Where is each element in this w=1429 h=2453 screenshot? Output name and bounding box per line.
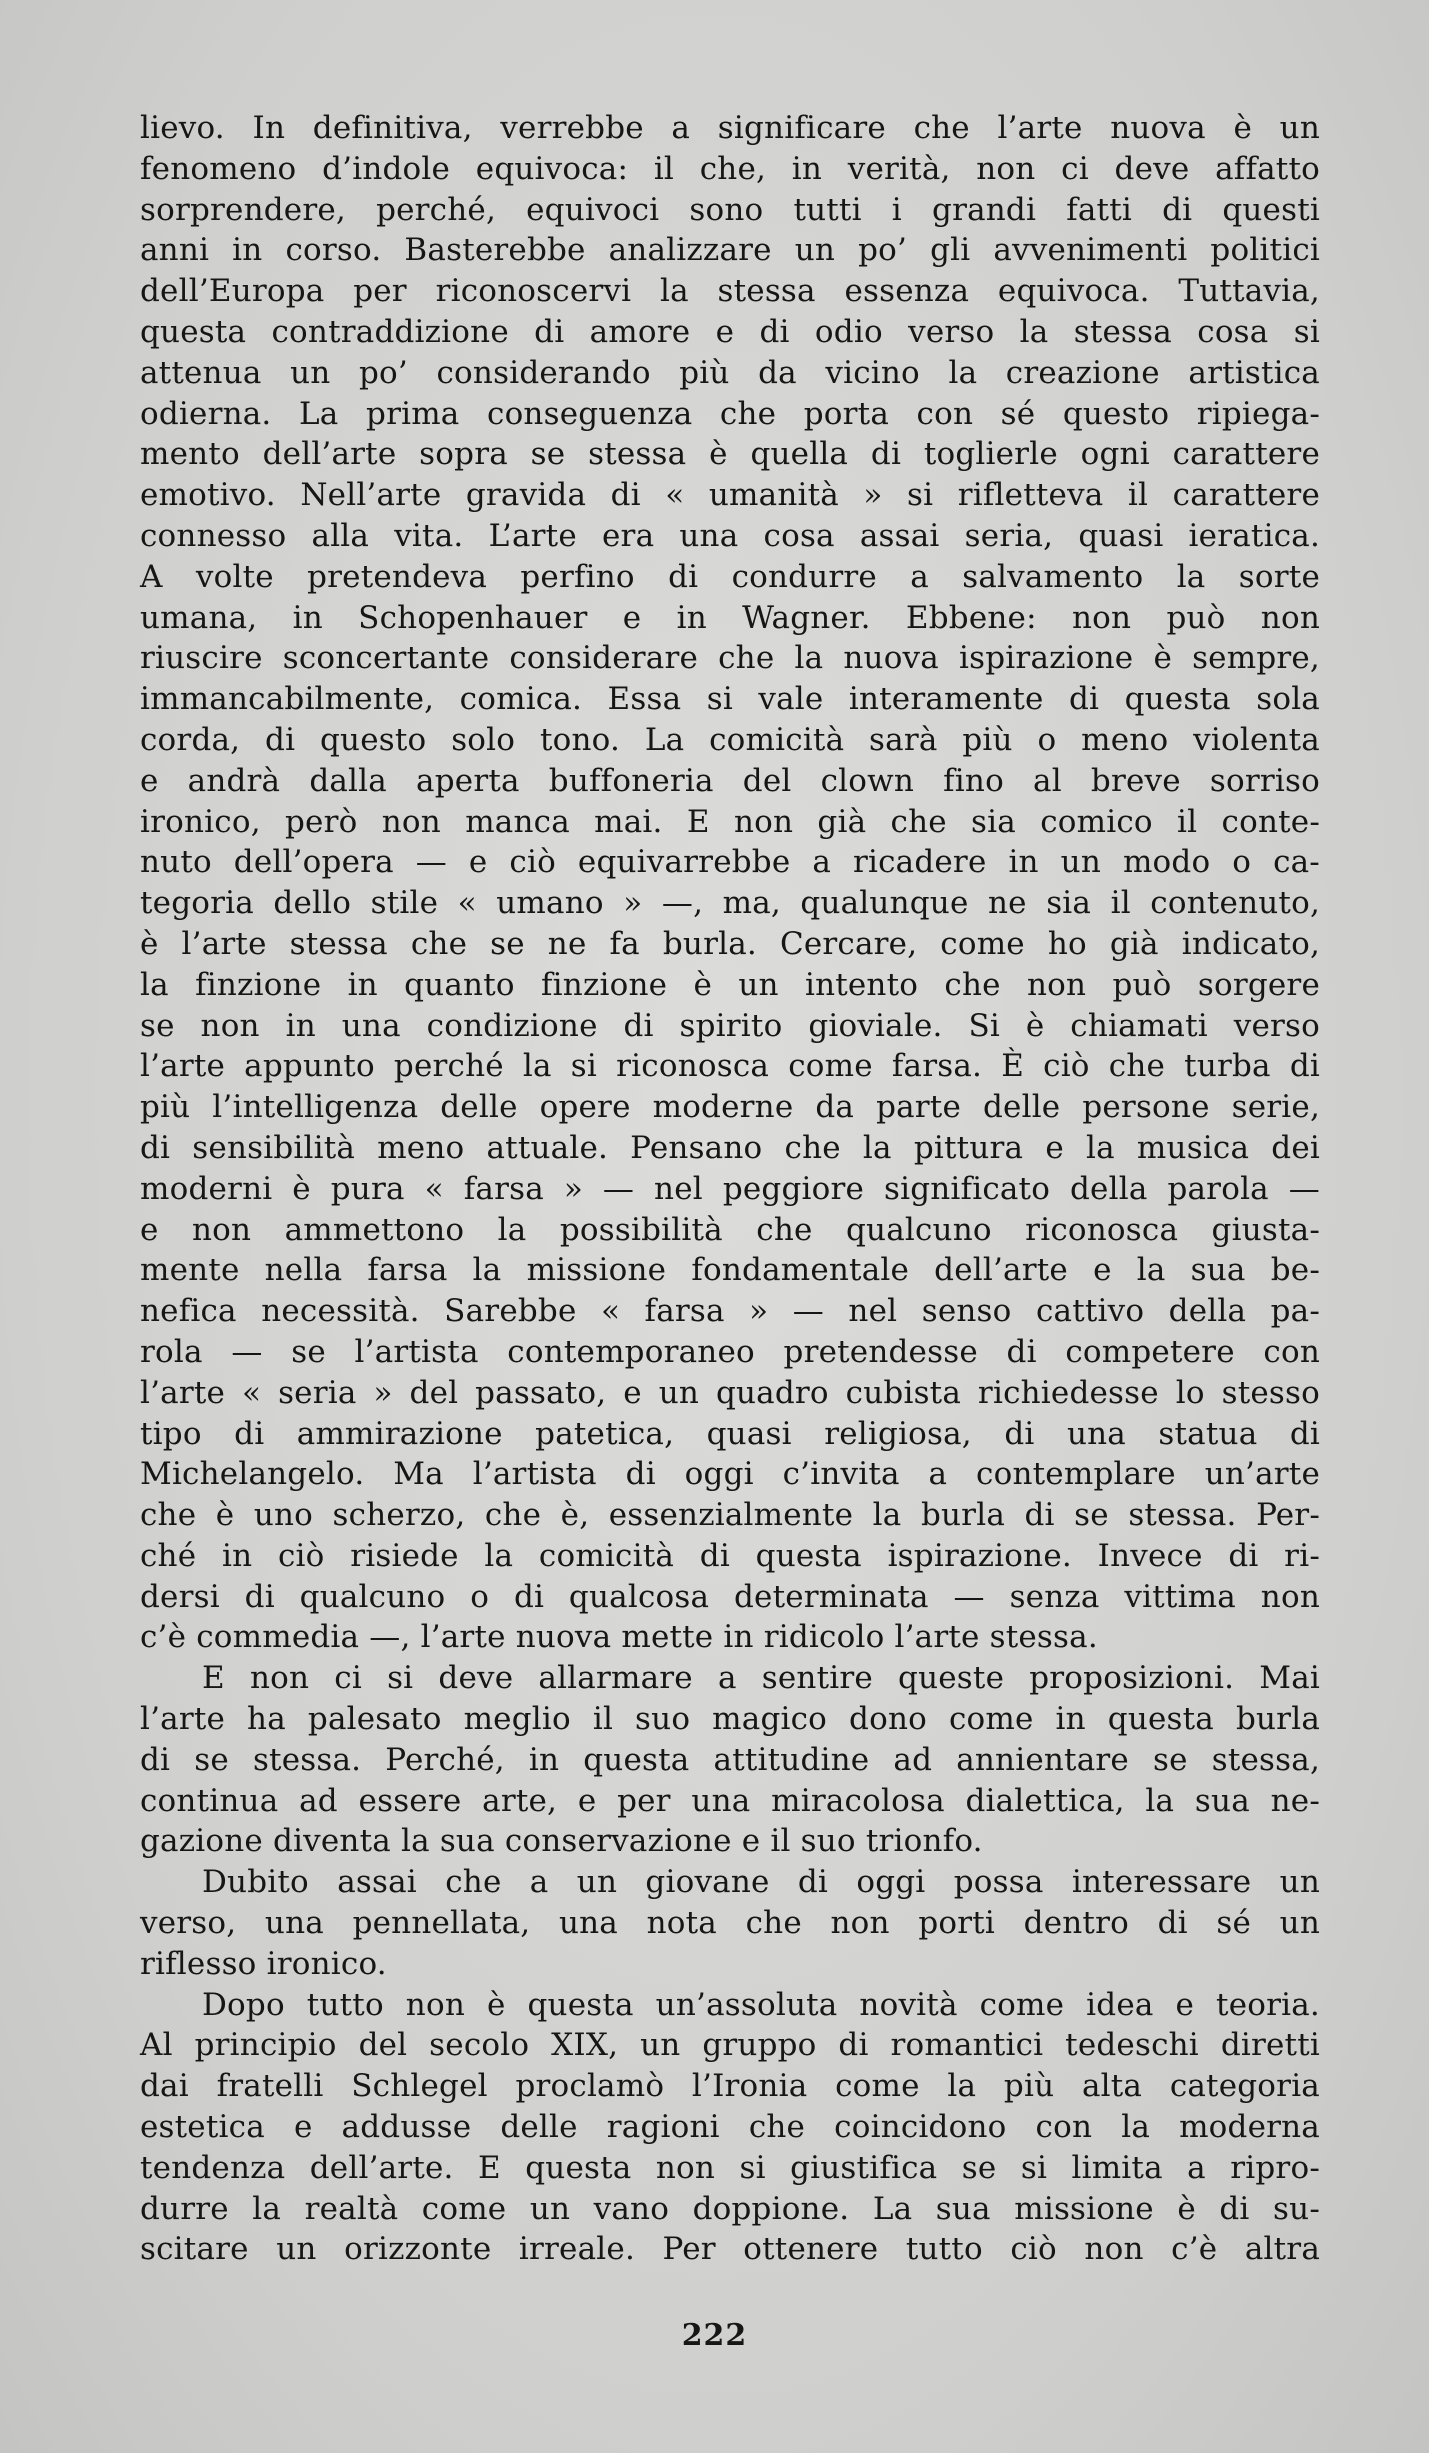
text-line: dai fratelli Schlegel proclamò l’Ironia come la più alta categoria bbox=[140, 2068, 1320, 2105]
text-line: c’è commedia —, l’arte nuova mette in ridicolo l’arte stessa. bbox=[140, 1619, 1098, 1656]
text-line: l’arte ha palesato meglio il suo magico dono come in questa burla bbox=[140, 1701, 1320, 1738]
text-line: questa contraddizione di amore e di odio verso la stessa cosa si bbox=[140, 313, 1320, 350]
text-line: anni in corso. Basterebbe analizzare un po’ gli avvenimenti politici bbox=[140, 232, 1320, 269]
text-line: scitare un orizzonte irreale. Per ottenere tutto ciò non c’è altra bbox=[140, 2231, 1320, 2268]
text-line: e andrà dalla aperta buffoneria del clown fino al breve sorriso bbox=[140, 762, 1320, 799]
text-line: estetica e addusse delle ragioni che coincidono con la moderna bbox=[140, 2109, 1320, 2146]
paragraph bbox=[140, 1985, 1320, 2271]
paragraph bbox=[140, 1658, 1320, 1862]
text-line: mento dell’arte sopra se stessa è quella di toglierle ogni carattere bbox=[140, 436, 1320, 473]
text-line: dersi di qualcuno o di qualcosa determinata — senza vittima non bbox=[140, 1578, 1320, 1615]
text-line: Al principio del secolo XIX, un gruppo di romantici tedeschi diretti bbox=[140, 2027, 1320, 2064]
text-line: riflesso ironico. bbox=[140, 1945, 387, 1982]
text-line: che è uno scherzo, che è, essenzialmente la burla di se stessa. Per- bbox=[140, 1497, 1320, 1534]
text-line: è l’arte stessa che se ne fa burla. Cercare, come ho già indicato, bbox=[140, 925, 1320, 962]
paragraph bbox=[140, 108, 1320, 1658]
text-line: dell’Europa per riconoscervi la stessa essenza equivoca. Tuttavia, bbox=[140, 273, 1320, 310]
text-line: tendenza dell’arte. E questa non si giustifica se si limita a ripro- bbox=[140, 2149, 1320, 2186]
text-line: A volte pretendeva perfino di condurre a salvamento la sorte bbox=[140, 558, 1320, 595]
text-line: connesso alla vita. L’arte era una cosa assai seria, quasi ieratica. bbox=[140, 517, 1320, 554]
text-line: emotivo. Nell’arte gravida di « umanità » si rifletteva il carattere bbox=[140, 477, 1320, 514]
text-line: ironico, però non manca mai. E non già che sia comico il conte- bbox=[140, 803, 1320, 840]
text-line: se non in una condizione di spirito gioviale. Si è chiamati verso bbox=[140, 1007, 1320, 1044]
text-line: tegoria dello stile « umano » —, ma, qualunque ne sia il contenuto, bbox=[140, 885, 1320, 922]
text-line: Dopo tutto non è questa un’assoluta novità come idea e teoria. bbox=[202, 1986, 1320, 2023]
text-line: nefica necessità. Sarebbe « farsa » — nel senso cattivo della pa- bbox=[140, 1293, 1320, 1330]
text-line: nuto dell’opera — e ciò equivarrebbe a ricadere in un modo o ca- bbox=[140, 844, 1320, 881]
text-line: moderni è pura « farsa » — nel peggiore significato della parola — bbox=[140, 1170, 1320, 1207]
text-line: di se stessa. Perché, in questa attitudine ad annientare se stessa, bbox=[140, 1741, 1320, 1778]
text-line: tipo di ammirazione patetica, quasi religiosa, di una statua di bbox=[140, 1415, 1320, 1452]
text-line: l’arte appunto perché la si riconosca come farsa. È ciò che turba di bbox=[140, 1048, 1320, 1085]
text-line: mente nella farsa la missione fondamentale dell’arte e la sua be- bbox=[140, 1252, 1320, 1289]
text-line: e non ammettono la possibilità che qualcuno riconosca giusta- bbox=[140, 1211, 1320, 1248]
text-line: Michelangelo. Ma l’artista di oggi c’invita a contemplare un’arte bbox=[140, 1456, 1320, 1493]
text-line: attenua un po’ considerando più da vicino la creazione artistica bbox=[140, 354, 1320, 391]
text-line: sorprendere, perché, equivoci sono tutti i grandi fatti di questi bbox=[140, 191, 1320, 228]
text-line: di sensibilità meno attuale. Pensano che la pittura e la musica dei bbox=[140, 1129, 1320, 1166]
text-line: l’arte « seria » del passato, e un quadro cubista richiedesse lo stesso bbox=[140, 1374, 1320, 1411]
text-line: corda, di questo solo tono. La comicità sarà più o meno violenta bbox=[140, 721, 1320, 758]
paragraph bbox=[140, 1862, 1320, 1984]
body-text bbox=[140, 108, 1320, 2270]
page-number: 222 bbox=[681, 2318, 748, 2353]
text-line: immancabilmente, comica. Essa si vale interamente di questa sola bbox=[140, 681, 1320, 718]
text-line: la finzione in quanto finzione è un intento che non può sorgere bbox=[140, 966, 1320, 1003]
text-line: umana, in Schopenhauer e in Wagner. Ebbene: non può non bbox=[140, 599, 1320, 636]
text-line: continua ad essere arte, e per una miracolosa dialettica, la sua ne- bbox=[140, 1782, 1320, 1819]
text-line: gazione diventa la sua conservazione e il suo trionfo. bbox=[140, 1823, 983, 1860]
text-line: ché in ciò risiede la comicità di questa ispirazione. Invece di ri- bbox=[140, 1537, 1320, 1574]
text-line: verso, una pennellata, una nota che non porti dentro di sé un bbox=[140, 1905, 1320, 1942]
text-line: lievo. In definitiva, verrebbe a significare che l’arte nuova è un bbox=[140, 110, 1320, 146]
text-line: fenomeno d’indole equivoca: il che, in verità, non ci deve affatto bbox=[140, 150, 1320, 187]
text-line: più l’intelligenza delle opere moderne da parte delle persone serie, bbox=[140, 1089, 1320, 1126]
text-line: Dubito assai che a un giovane di oggi possa interessare un bbox=[202, 1864, 1320, 1901]
text-line: E non ci si deve allarmare a sentire queste proposizioni. Mai bbox=[202, 1660, 1320, 1697]
text-line: odierna. La prima conseguenza che porta con sé questo ripiega- bbox=[140, 395, 1320, 432]
text-line: riuscire sconcertante considerare che la nuova ispirazione è sempre, bbox=[140, 640, 1320, 677]
text-line: durre la realtà come un vano doppione. La sua missione è di su- bbox=[140, 2190, 1320, 2227]
text-line: rola — se l’artista contemporaneo pretendesse di competere con bbox=[140, 1333, 1320, 1370]
